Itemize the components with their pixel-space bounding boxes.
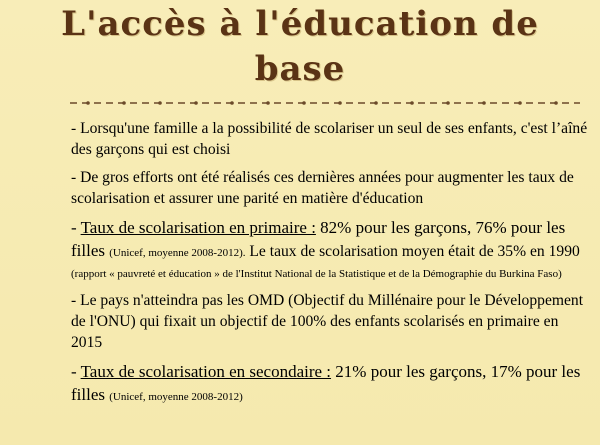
rate-1990-source: (rapport « pauvreté et éducation » de l'Institut National de la Statistique et de la Démographie du Burkina Faso) bbox=[71, 268, 562, 280]
bullet-omd: - Le pays n'atteindra pas les OMD (Objectif du Millénaire pour le Développement de l'ONU) qui fixait un objectif de 100% des enfants scolarisés en primaire en 2015 bbox=[71, 292, 584, 351]
title-line-2: base bbox=[254, 49, 346, 89]
title-line-1: L'accès à l'éducation de bbox=[61, 4, 539, 44]
bullet-dash: - bbox=[71, 218, 81, 237]
primary-rate-source: (Unicef, moyenne 2008-2012). bbox=[109, 247, 246, 259]
bullet-efforts: - De gros efforts ont été réalisés ces dernières années pour augmenter les taux de scolarisation et assurer une parité en matière d'éducation bbox=[71, 169, 574, 207]
primary-rate-heading: Taux de scolarisation en primaire : bbox=[80, 218, 316, 237]
bullet-eldest-son: - Lorsqu'une famille a la possibilité de scolariser un seul de ses enfants, c'est l’aîné des garçons qui est choisi bbox=[71, 120, 588, 158]
slide-body bbox=[71, 118, 591, 413]
bullet-dash: - bbox=[71, 362, 81, 381]
secondary-rate-text: 21% pour les garçons, 17% pour les filles bbox=[71, 362, 581, 404]
slide-title bbox=[0, 2, 600, 92]
bullet-primary-rate bbox=[71, 216, 591, 283]
dotted-divider bbox=[70, 98, 580, 108]
primary-rate-text: 82% pour les garçons, 76% pour les filles bbox=[71, 218, 566, 260]
bullet-secondary-rate bbox=[71, 360, 591, 406]
secondary-rate-heading: Taux de scolarisation en secondaire : bbox=[80, 362, 332, 381]
rate-1990-text: Le taux de scolarisation moyen était de 35% en 1990 bbox=[245, 243, 580, 260]
secondary-rate-source: (Unicef, moyenne 2008-2012) bbox=[109, 391, 243, 403]
